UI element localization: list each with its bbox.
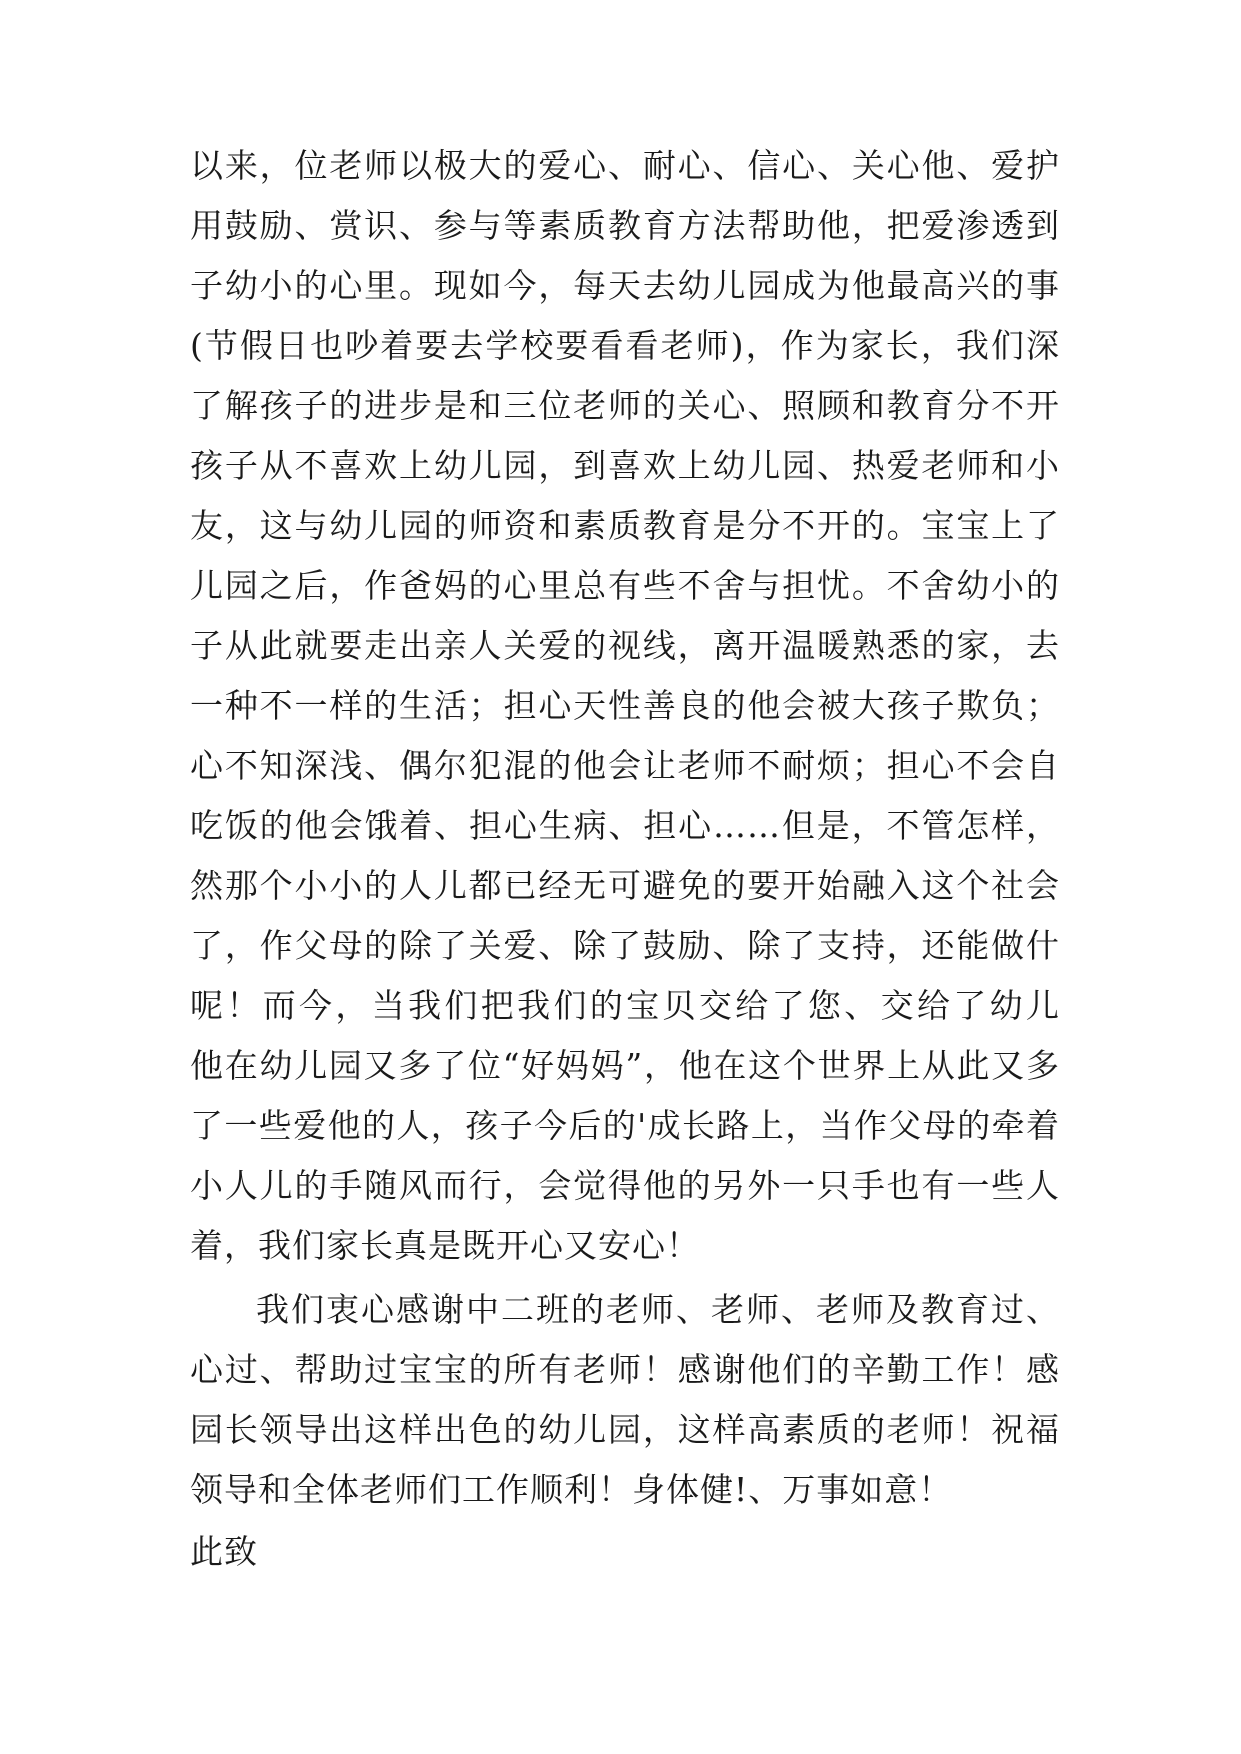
body-line: 心不知深浅、偶尔犯混的他会让老师不耐烦；担心不会自	[190, 746, 1060, 785]
body-line: 儿园之后，作爸妈的心里总有些不舍与担忧。不舍幼小的	[190, 566, 1060, 605]
body-line: 他在幼儿园又多了位“好妈妈”，他在这个世界上从此又多	[190, 1046, 1060, 1085]
body-line: 孩子从不喜欢上幼儿园，到喜欢上幼儿园、热爱老师和小	[190, 446, 1060, 485]
body-line: 了，作父母的除了关爱、除了鼓励、除了支持，还能做什	[190, 926, 1060, 965]
body-line: 以来，位老师以极大的爱心、耐心、信心、关心他、爱护	[190, 146, 1060, 185]
body-line: 吃饭的他会饿着、担心生病、担心……但是，不管怎样，	[190, 806, 1060, 845]
body-line: 子幼小的心里。现如今，每天去幼儿园成为他最高兴的事	[190, 266, 1060, 305]
body-line: 心过、帮助过宝宝的所有老师！感谢他们的辛勤工作！感	[190, 1350, 1060, 1389]
body-line: 了解孩子的进步是和三位老师的关心、照顾和教育分不开	[190, 386, 1060, 425]
paragraph-first-line: 我们衷心感谢中二班的老师、老师、老师及教育过、	[256, 1290, 1060, 1329]
body-line: 友，这与幼儿园的师资和素质教育是分不开的。宝宝上了	[190, 506, 1060, 545]
body-line: 子从此就要走出亲人关爱的视线，离开温暖熟悉的家，去	[190, 626, 1060, 665]
body-line: 园长领导出这样出色的幼儿园，这样高素质的老师！祝福	[190, 1410, 1060, 1449]
body-line: 着，我们家长真是既开心又安心！	[190, 1226, 700, 1265]
body-line: 了一些爱他的人，孩子今后的'成长路上，当作父母的牵着	[190, 1106, 1060, 1145]
closing-salutation: 此致	[190, 1532, 258, 1571]
body-line: (节假日也吵着要去学校要看看老师)，作为家长，我们深	[190, 326, 1060, 365]
body-line: 小人儿的手随风而行，会觉得他的另外一只手也有一些人	[190, 1166, 1060, 1205]
body-line: 一种不一样的生活；担心天性善良的他会被大孩子欺负；	[190, 686, 1060, 725]
body-line: 然那个小小的人儿都已经无可避免的要开始融入这个社会	[190, 866, 1060, 905]
body-line: 用鼓励、赏识、参与等素质教育方法帮助他，把爱渗透到	[190, 206, 1060, 245]
body-line: 呢！而今，当我们把我们的宝贝交给了您、交给了幼儿	[190, 986, 1060, 1025]
body-line: 领导和全体老师们工作顺利！身体健!、万事如意！	[190, 1470, 953, 1509]
